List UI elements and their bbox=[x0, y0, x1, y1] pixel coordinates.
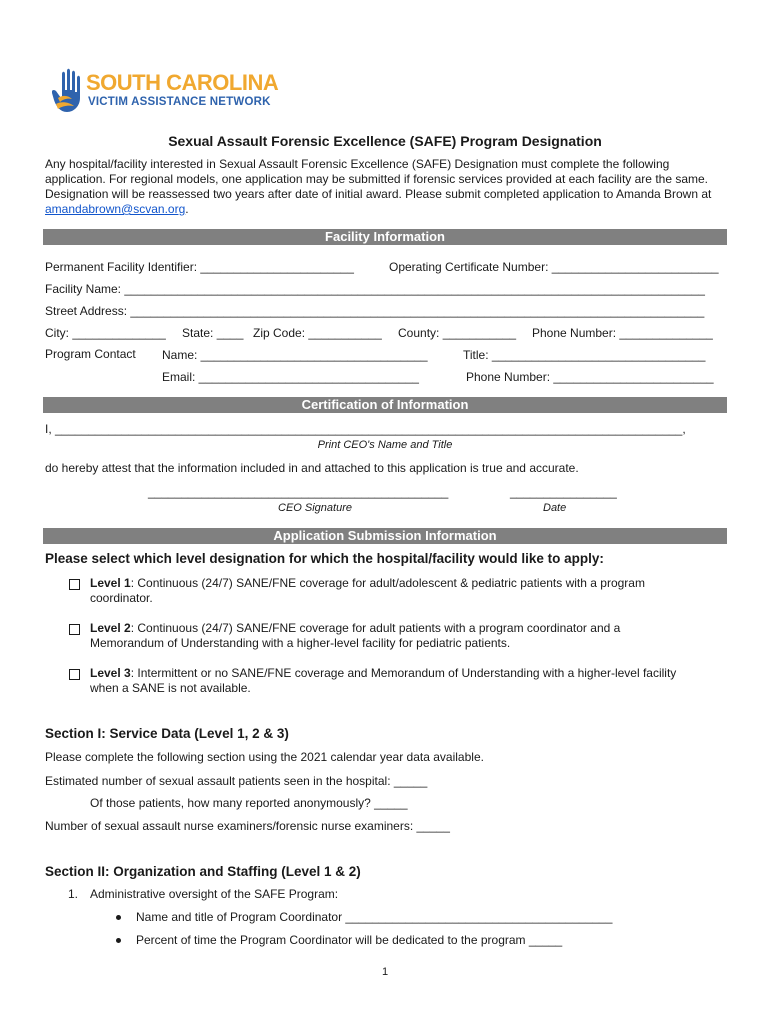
section-1-heading: Section I: Service Data (Level 1, 2 & 3) bbox=[45, 726, 289, 741]
level-2-text: : Continuous (24/7) SANE/FNE coverage for adult patients with a program coordinator and a Memorandum of Understanding with a higher-level facility for pediatric patients. bbox=[90, 621, 621, 650]
intro-end: . bbox=[185, 202, 189, 216]
bullet-icon bbox=[116, 915, 121, 920]
patients-seen-field[interactable]: Estimated number of sexual assault patients seen in the hospital: _____ bbox=[45, 774, 428, 788]
logo-line-2: VICTIM ASSISTANCE NETWORK bbox=[88, 96, 271, 108]
level-3-checkbox[interactable] bbox=[69, 669, 80, 680]
street-address-field[interactable]: Street Address: ______________________________________________________________________________________ bbox=[45, 304, 705, 318]
administrative-oversight-item: Administrative oversight of the SAFE Program: bbox=[90, 887, 339, 901]
level-2-checkbox[interactable] bbox=[69, 624, 80, 635]
ceo-signature-line[interactable]: _____________________________________________ bbox=[148, 485, 449, 499]
intro-paragraph bbox=[45, 157, 725, 217]
level-1-text: : Continuous (24/7) SANE/FNE coverage for adult/adolescent & pediatric patients with a program coordinator. bbox=[90, 576, 645, 605]
level-3-label: Level 3 bbox=[90, 666, 131, 680]
page-title: Sexual Assault Forensic Excellence (SAFE) Program Designation bbox=[168, 133, 602, 149]
hand-logo-icon bbox=[52, 68, 88, 114]
level-3-text: : Intermittent or no SANE/FNE coverage and Memorandum of Understanding with a higher-level facility when a SANE is not available. bbox=[90, 666, 677, 695]
scvan-logo bbox=[52, 68, 302, 114]
contact-phone-field[interactable]: Phone Number: ________________________ bbox=[466, 370, 714, 384]
level-question: Please select which level designation for which the hospital/facility would like to apply: bbox=[45, 551, 604, 566]
level-1-checkbox[interactable] bbox=[69, 579, 80, 590]
level-2-option bbox=[90, 621, 690, 651]
ceo-signature-label: CEO Signature bbox=[278, 502, 352, 514]
print-ceo-label: Print CEO's Name and Title bbox=[317, 439, 453, 451]
item-1-number: 1. bbox=[68, 887, 79, 901]
submission-header: Application Submission Information bbox=[43, 528, 727, 544]
section-1-intro: Please complete the following section using the 2021 calendar year data available. bbox=[45, 750, 484, 764]
attest-statement: do hereby attest that the information included in and attached to this application is true and accurate. bbox=[45, 461, 579, 475]
contact-title-field[interactable]: Title: ________________________________ bbox=[463, 348, 706, 362]
facility-name-field[interactable]: Facility Name: _______________________________________________________________________________________ bbox=[45, 282, 705, 296]
permanent-facility-id-field[interactable]: Permanent Facility Identifier: _______________________ bbox=[45, 260, 354, 274]
level-1-option bbox=[90, 576, 690, 606]
certification-header: Certification of Information bbox=[43, 397, 727, 413]
operating-certificate-field[interactable]: Operating Certificate Number: _________________________ bbox=[389, 260, 719, 274]
anonymous-reports-field[interactable]: Of those patients, how many reported anonymously? _____ bbox=[90, 796, 408, 810]
section-2-heading: Section II: Organization and Staffing (Level 1 & 2) bbox=[45, 864, 361, 879]
coordinator-time-field[interactable]: Percent of time the Program Coordinator will be dedicated to the program _____ bbox=[136, 933, 563, 947]
logo-line-1: SOUTH CAROLINA bbox=[86, 70, 279, 95]
county-field[interactable]: County: ___________ bbox=[398, 326, 517, 340]
bullet-icon bbox=[116, 938, 121, 943]
contact-email-field[interactable]: Email: _________________________________ bbox=[162, 370, 419, 384]
program-coordinator-name-field[interactable]: Name and title of Program Coordinator ________________________________________ bbox=[136, 910, 613, 924]
page-number: 1 bbox=[381, 966, 389, 978]
date-line[interactable]: ________________ bbox=[510, 485, 617, 499]
nurse-examiners-field[interactable]: Number of sexual assault nurse examiners/forensic nurse examiners: _____ bbox=[45, 819, 450, 833]
date-label: Date bbox=[543, 502, 567, 514]
zip-code-field[interactable]: Zip Code: ___________ bbox=[253, 326, 382, 340]
ceo-name-field[interactable]: I, ______________________________________________________________________________________________, bbox=[45, 422, 686, 436]
intro-text: Any hospital/facility interested in Sexual Assault Forensic Excellence (SAFE) Designation must complete the following application. For regional models, one application may be submitted if forensic services provided at each facility are the same. Designation will be reassessed two years after date of initial award. Please submit completed application to Amanda Brown at bbox=[45, 157, 712, 201]
program-contact-label: Program Contact bbox=[45, 347, 136, 361]
city-field[interactable]: City: ______________ bbox=[45, 326, 166, 340]
level-3-option bbox=[90, 666, 690, 696]
contact-name-field[interactable]: Name: __________________________________ bbox=[162, 348, 428, 362]
level-2-label: Level 2 bbox=[90, 621, 131, 635]
level-1-label: Level 1 bbox=[90, 576, 131, 590]
phone-number-field[interactable]: Phone Number: ______________ bbox=[532, 326, 713, 340]
state-field[interactable]: State: ____ bbox=[182, 326, 244, 340]
facility-information-header: Facility Information bbox=[43, 229, 727, 245]
email-link[interactable]: amandabrown@scvan.org bbox=[45, 202, 186, 216]
